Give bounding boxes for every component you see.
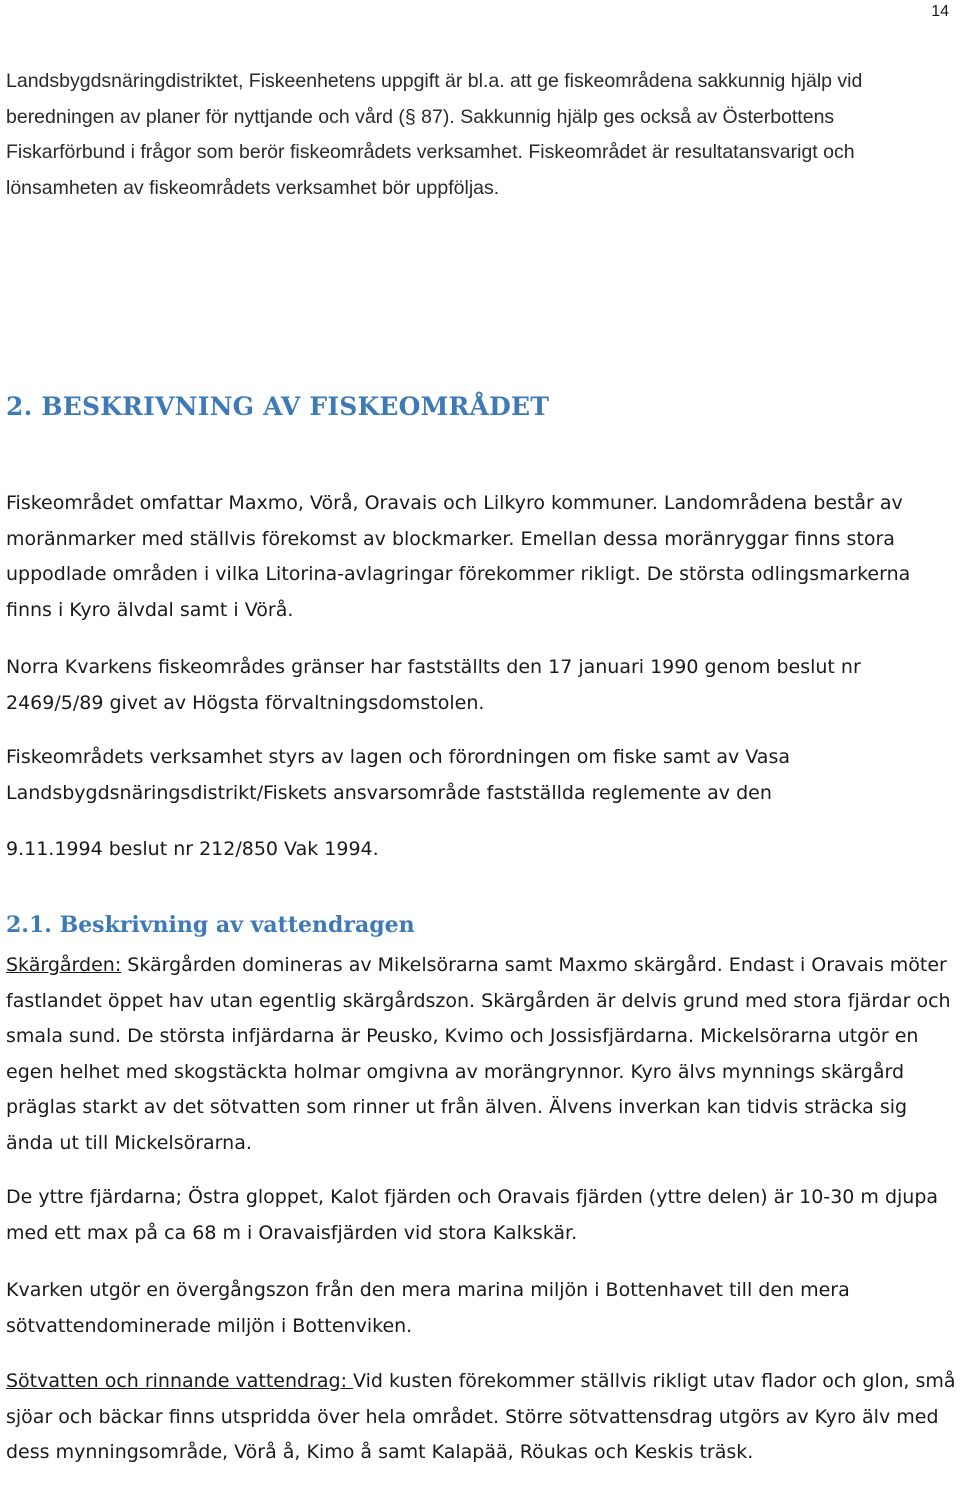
paragraph-decision: 9.11.1994 beslut nr 212/850 Vak 1994.	[6, 838, 379, 860]
skargarden-label: Skärgården:	[6, 954, 122, 976]
intro-paragraph: Landsbygdsnäringdistriktet, Fiskeenhetens uppgift är bl.a. att ge fiskeområdena sakkunnig hjälp vid beredningen av planer för nyttjande och vård (§ 87). Sakkunnig hjälp ges också av Österbottens Fiskarförbund i frågor som berör fiskeområdets verksamhet. Fiskeområdet är resultatansvarigt och lönsamheten av fiskeområdets verksamhet bör uppföljas.	[6, 70, 863, 199]
paragraph-yttre-fjardarna: De yttre fjärdarna; Östra gloppet, Kalot fjärden och Oravais fjärden (yttre delen) är 10-30 m djupa med ett max på ca 68 m i Oravaisfjärden vid stora Kalkskär.	[6, 1186, 939, 1244]
paragraph-skargarden	[6, 948, 956, 1161]
paragraph-area-description: Fiskeområdet omfattar Maxmo, Vörå, Oravais och Lilkyro kommuner. Landområdena består av moränmarker med ställvis förekomst av blockmarker. Emellan dessa moränryggar finns stora uppodlade områden i vilka Litorina-avlagringar förekommer rikligt. De största odlingsmarkerna finns i Kyro älvdal samt i Vörå.	[6, 492, 911, 621]
subsection-heading: 2.1. Beskrivning av vattendragen	[6, 912, 415, 938]
sotvatten-text: Vid kusten förekommer ställvis rikligt utav flador och glon, små sjöar och bäckar finns utspridda över hela området. Större sötvattensdrag utgörs av Kyro älv med dess mynningsområde, Vörå å, Kimo å samt Kalapää, Röukas och Keskis träsk.	[6, 1370, 956, 1463]
paragraph-regulation: Fiskeområdets verksamhet styrs av lagen och förordningen om fiske samt av Vasa Landsbygdsnäringsdistrikt/Fiskets ansvarsområde fastställda reglemente av den	[6, 746, 790, 804]
paragraph-borders: Norra Kvarkens fiskeområdes gränser har fastställts den 17 januari 1990 genom beslut nr 2469/5/89 givet av Högsta förvaltningsdomstolen.	[6, 656, 861, 714]
paragraph-sotvatten	[6, 1364, 956, 1471]
page-number: 14	[931, 3, 949, 20]
skargarden-text: Skärgården domineras av Mikelsörarna samt Maxmo skärgård. Endast i Oravais möter fastlandet öppet hav utan egentlig skärgårdszon. Skärgården är delvis grund med stora fjärdar och smala sund. De största infjärdarna är Peusko, Kvimo och Jossisfjärdarna. Mickelsörarna utgör en egen helhet med skogstäckta holmar omgivna av morängrynnor. Kyro älvs mynnings skärgård präglas starkt av det sötvatten som rinner ut från älven. Älvens inverkan kan tidvis sträcka sig ända ut till Mickelsörarna.	[6, 954, 951, 1154]
sotvatten-label: Sötvatten och rinnande vattendrag:	[6, 1370, 354, 1392]
paragraph-kvarken: Kvarken utgör en övergångszon från den mera marina miljön i Bottenhavet till den mera sötvattendominerade miljön i Bottenviken.	[6, 1279, 850, 1337]
section-heading: 2. BESKRIVNING AV FISKEOMRÅDET	[6, 392, 550, 421]
